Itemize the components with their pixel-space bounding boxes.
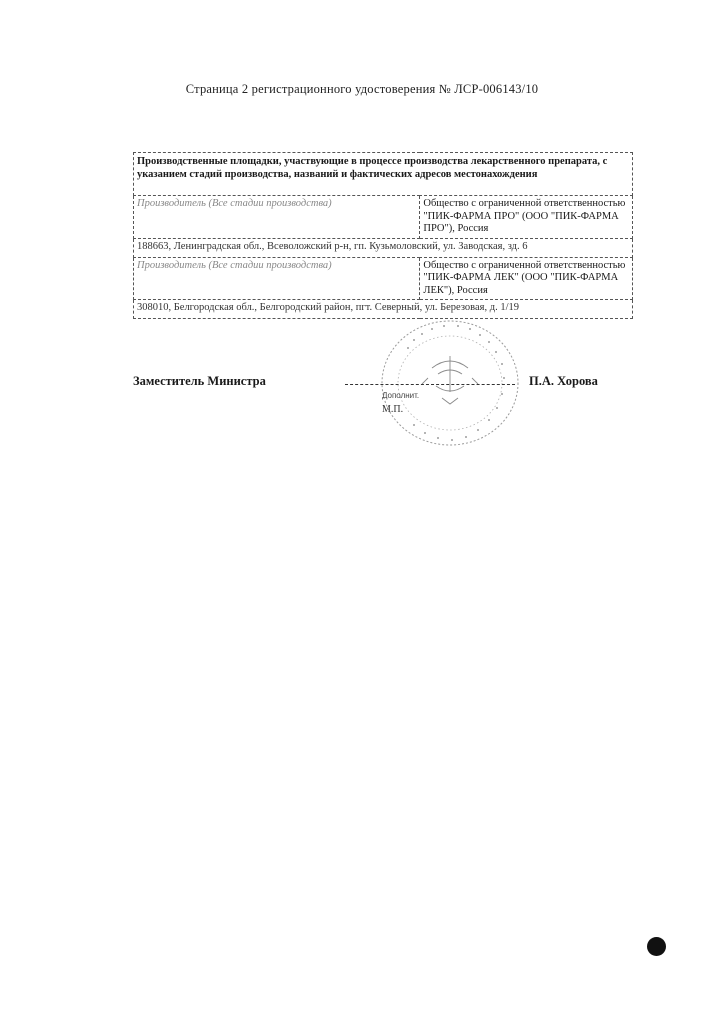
signatory-position: Заместитель Министра xyxy=(133,374,266,388)
producer-role: Производитель (Все стадии производства) xyxy=(134,196,420,239)
producer-address: 308010, Белгородская обл., Белгородский район, пгт. Северный, ул. Березовая, д. 1/19 xyxy=(134,300,633,319)
stamp-caption: Дополнит. xyxy=(382,391,420,400)
production-sites-table xyxy=(133,152,633,319)
signature-line xyxy=(345,384,515,385)
producer-organization: Общество с ограниченной ответственностью "ПИК-ФАРМА ЛЕК" (ООО "ПИК-ФАРМА ЛЕК"), Россия xyxy=(420,257,633,300)
signatory-name: П.А. Хорова xyxy=(529,374,598,388)
table-row xyxy=(134,257,633,300)
producer-role: Производитель (Все стадии производства) xyxy=(134,257,420,300)
signature-block xyxy=(133,372,613,452)
table-row xyxy=(134,196,633,239)
page-corner-dot xyxy=(647,937,666,956)
producer-address: 188663, Ленинградская обл., Всеволожский р-н, гп. Кузьмоловский, ул. Заводская, зд. 6 xyxy=(134,238,633,257)
table-heading: Производственные площадки, участвующие в процессе производства лекарственного препарата, с указанием стадий производства, названий и фактических адресов местонахождения xyxy=(134,153,633,196)
page-header: Страница 2 регистрационного удостоверения № ЛСР-006143/10 xyxy=(185,82,539,96)
table-heading-row xyxy=(134,153,633,196)
stamp-mark: М.П. xyxy=(382,404,404,415)
producer-organization: Общество с ограниченной ответственностью "ПИК-ФАРМА ПРО" (ООО "ПИК-ФАРМА ПРО"), Россия xyxy=(420,196,633,239)
table-row-address xyxy=(134,238,633,257)
